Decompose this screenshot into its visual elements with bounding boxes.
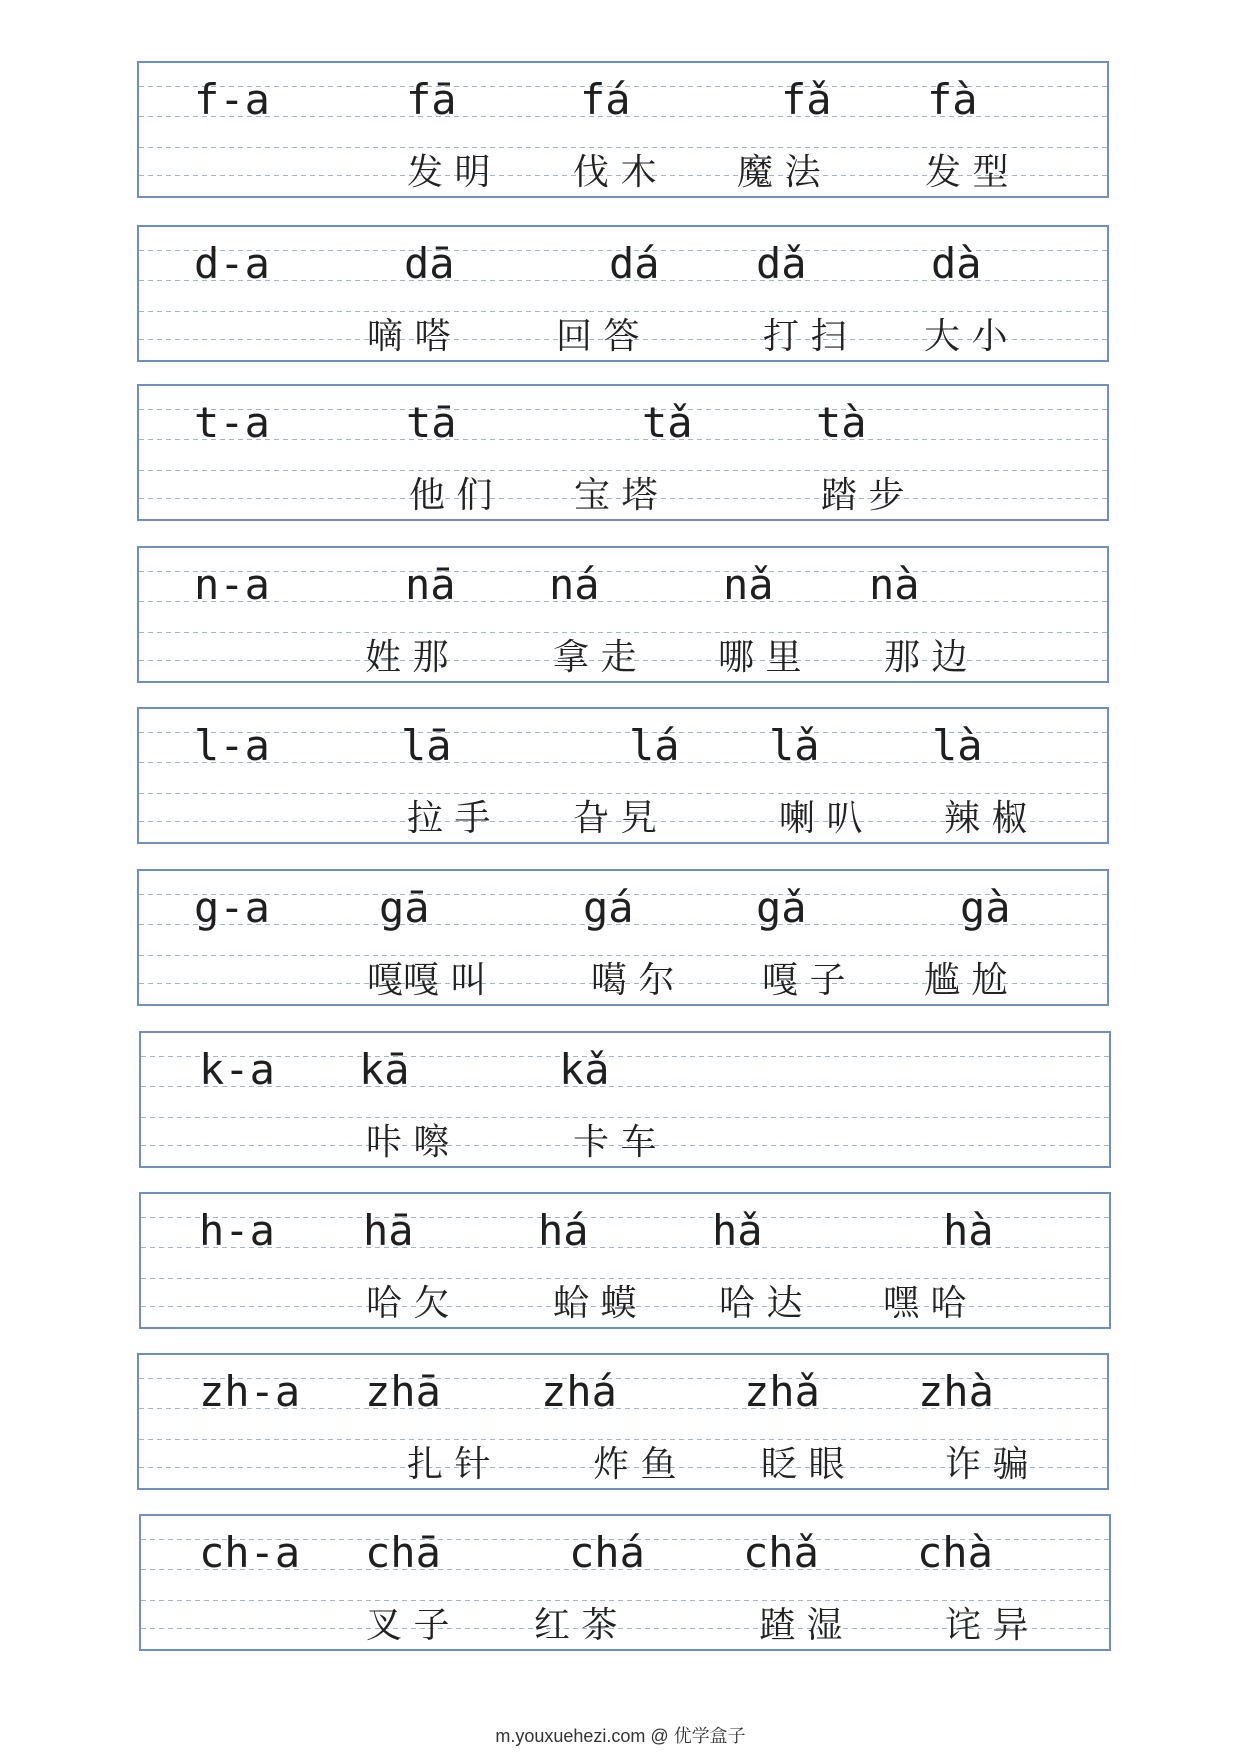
tone-3: fǎ	[781, 75, 832, 124]
pinyin-row-k	[139, 1031, 1111, 1168]
word-3: 蹅 湿	[759, 1605, 843, 1646]
word-4: 那 边	[884, 637, 968, 678]
word-1: 嘀 嗒	[367, 316, 451, 357]
tone-1: hā	[363, 1206, 414, 1255]
tone-4: fà	[927, 75, 978, 124]
word-3: 哪 里	[718, 637, 802, 678]
tone-3: lǎ	[769, 721, 820, 770]
word-2: 旮 旯	[573, 798, 657, 839]
tone-3: dǎ	[756, 239, 807, 288]
tone-3: gǎ	[756, 883, 807, 932]
footer-watermark: m.youxuehezi.com @ 优学盒子	[495, 1726, 746, 1746]
word-1: 嘎嘎 叫	[367, 960, 487, 1001]
tone-3: nǎ	[723, 560, 774, 609]
word-1: 哈 欠	[366, 1283, 450, 1324]
tone-4: nà	[869, 560, 920, 609]
word-1: 扎 针	[407, 1444, 491, 1485]
tone-4: hà	[943, 1206, 994, 1255]
tone-2: kǎ	[559, 1045, 610, 1094]
syllable-label: k-a	[199, 1045, 275, 1094]
word-3: 打 扫	[763, 316, 847, 357]
word-3: 嘎 子	[762, 960, 846, 1001]
tone-2: ná	[549, 560, 600, 609]
word-4: 诧 异	[945, 1605, 1029, 1646]
tone-4: là	[932, 721, 983, 770]
tone-4: gà	[960, 883, 1011, 932]
tone-1: dā	[404, 239, 455, 288]
tone-3: tà	[816, 398, 867, 447]
syllable-label: ch-a	[199, 1528, 301, 1577]
pinyin-row-h	[139, 1192, 1111, 1329]
tone-1: lā	[401, 721, 452, 770]
word-2: 宝 塔	[574, 475, 658, 516]
syllable-label: h-a	[199, 1206, 275, 1255]
word-1: 拉 手	[407, 798, 491, 839]
word-3: 喇 叭	[779, 798, 863, 839]
tone-2: zhá	[541, 1367, 617, 1416]
tone-4: dà	[931, 239, 982, 288]
tone-4: zhà	[918, 1367, 994, 1416]
word-2: 卡 车	[573, 1122, 657, 1163]
tone-3: hǎ	[712, 1206, 763, 1255]
word-1: 他 们	[409, 475, 493, 516]
word-3: 踏 步	[821, 475, 905, 516]
word-1: 叉 子	[366, 1605, 450, 1646]
pinyin-row-l	[137, 707, 1109, 844]
tone-2: fá	[580, 75, 631, 124]
pinyin-row-n	[137, 546, 1109, 683]
word-3: 哈 达	[719, 1283, 803, 1324]
word-1: 发 明	[407, 152, 491, 193]
pinyin-row-t	[137, 384, 1109, 521]
tone-1: nā	[405, 560, 456, 609]
tone-2: dá	[609, 239, 660, 288]
pinyin-row-f	[137, 61, 1109, 198]
tone-1: chā	[365, 1528, 441, 1577]
word-4: 诈 骗	[945, 1444, 1029, 1485]
tone-1: kā	[359, 1045, 410, 1094]
tone-2: lá	[629, 721, 680, 770]
word-4: 辣 椒	[944, 798, 1028, 839]
word-2: 蛤 蟆	[553, 1283, 637, 1324]
syllable-label: g-a	[194, 883, 270, 932]
syllable-label: d-a	[194, 239, 270, 288]
word-2: 噶 尔	[591, 960, 675, 1001]
word-2: 伐 木	[573, 152, 657, 193]
syllable-label: t-a	[194, 398, 270, 447]
word-3: 魔 法	[737, 152, 821, 193]
word-1: 咔 嚓	[366, 1122, 450, 1163]
word-3: 眨 眼	[761, 1444, 845, 1485]
tone-1: tā	[406, 398, 457, 447]
tone-3: chǎ	[743, 1528, 819, 1577]
word-2: 炸 鱼	[593, 1444, 677, 1485]
pinyin-row-g	[137, 869, 1109, 1006]
tone-2: tǎ	[642, 398, 693, 447]
tone-4: chà	[917, 1528, 993, 1577]
word-1: 姓 那	[365, 637, 449, 678]
tone-1: zhā	[365, 1367, 441, 1416]
tone-3: zhǎ	[744, 1367, 820, 1416]
syllable-label: f-a	[194, 75, 270, 124]
word-4: 尴 尬	[924, 960, 1008, 1001]
syllable-label: zh-a	[199, 1367, 301, 1416]
syllable-label: n-a	[194, 560, 270, 609]
word-2: 红 茶	[534, 1605, 618, 1646]
word-4: 发 型	[925, 152, 1009, 193]
tone-2: há	[538, 1206, 589, 1255]
tone-1: fā	[406, 75, 457, 124]
tone-1: gā	[379, 883, 430, 932]
word-4: 嘿 哈	[883, 1283, 967, 1324]
tone-2: chá	[569, 1528, 645, 1577]
word-2: 拿 走	[553, 637, 637, 678]
pinyin-row-d	[137, 225, 1109, 362]
syllable-label: l-a	[194, 721, 270, 770]
word-2: 回 答	[556, 316, 640, 357]
tone-2: gá	[583, 883, 634, 932]
pinyin-row-ch	[139, 1514, 1111, 1651]
word-4: 大 小	[924, 316, 1008, 357]
pinyin-row-zh	[137, 1353, 1109, 1490]
